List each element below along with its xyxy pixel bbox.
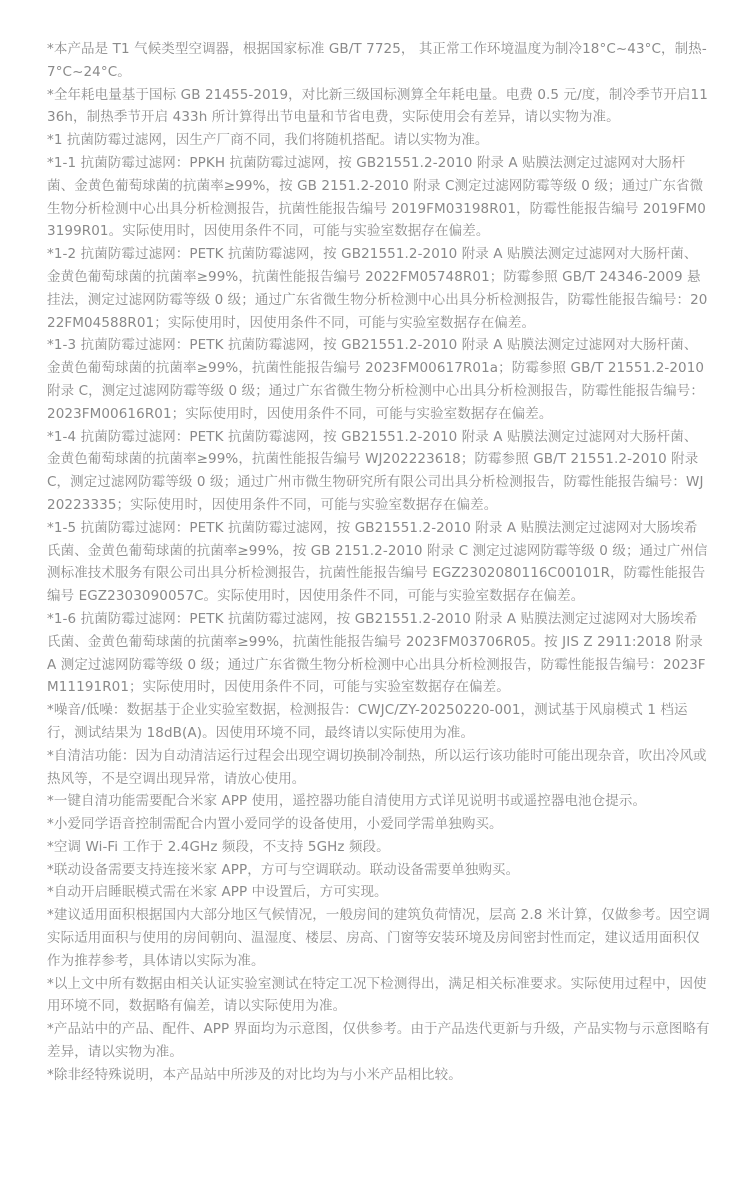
note-filter-1-4: *1-4 抗菌防霉过滤网：PETK 抗菌防霉滤网，按 GB21551.2-2010 附录 A 贴膜法测定过滤网对大肠杆菌、金黄色葡萄球菌的抗菌率≥99%，抗菌性能报告编号 WJ202223618；防霉参照 GB/T 21551.2-2010 附录 C，测定过滤网防霉等级 0 级；通过广州市微生物研究所有限公司出具分析检测报告，防霉性能报告编号：WJ20223335；实际使用时，因使用条件不同，可能与实验室数据存在偏差。 [47, 428, 704, 513]
note-area: *建议适用面积根据国内大部分地区气候情况，一般房间的建筑负荷情况，层高 2.8 米计算，仅做参考。因空调实际适用面积与使用的房间朝向、温湿度、楼层、房高、门窗等安装环境及房间密封性而定，建议适用面积仅作为推荐参考，具体请以实际为准。 [47, 907, 711, 969]
note-annual-power: *全年耗电量基于国标 GB 21455-2019，对比新三级国标测算全年耗电量。电费 0.5 元/度，制冷季节开启1136h，制热季节开启 433h 所计算得出节电量和节省电费，实际使用会有差异，请以实物为准。 [47, 86, 708, 126]
note-self-clean: *自清洁功能：因为自动清洁运行过程会出现空调切换制冷制热，所以运行该功能时可能出现杂音，吹出冷风或热风等，不是空调出现异常，请放心使用。 [47, 747, 707, 787]
note-filter-1-3: *1-3 抗菌防霉过滤网：PETK 抗菌防霉滤网，按 GB21551.2-2010 附录 A 贴膜法测定过滤网对大肠杆菌、金黄色葡萄球菌的抗菌率≥99%，抗菌性能报告编号 2023FM00617R01a；防霉参照 GB/T 21551.2-2010 附录 C，测定过滤网防霉等级 0 级；通过广东省微生物分析检测中心出具分析检测报告，防霉性能报告编号：2023FM00616R01；实际使用时，因使用条件不同，可能与实验室数据存在偏差。 [47, 337, 705, 422]
note-filter-1-1: *1-1 抗菌防霉过滤网：PPKH 抗菌防霉过滤网，按 GB21551.2-2010 附录 A 贴膜法测定过滤网对大肠杆菌、金黄色葡萄球菌的抗菌率≥99%，按 GB 2151.2-2010 附录 C测定过滤网防霉等级 0 级；通过广东省微生物分析检测中心出具分析检测报告，抗菌性能报告编号 2019FM03198R01，防霉性能报告编号 2019FM03199R01。实际使用时，因使用条件不同，可能与实验室数据存在偏差。 [47, 154, 706, 240]
note-filter-general: *1 抗菌防霉过滤网，因生产厂商不同，我们将随机搭配。请以实物为准。 [47, 132, 489, 149]
note-one-key-clean: *一键自清功能需要配合米家 APP 使用，遥控器功能自清使用方式详见说明书或遥控器电池仓提示。 [47, 793, 647, 810]
note-noise: *噪音/低噪：数据基于企业实验室数据，检测报告：CWJC/ZY-20250220-001，测试基于风扇模式 1 档运行，测试结果为 18dB(A)。因使用环境不同，最终请以实际使用为准。 [47, 702, 688, 741]
note-illustration: *产品站中的产品、配件、APP 界面均为示意图，仅供参考。由于产品迭代更新与升级，产品实物与示意图略有差异，请以实物为准。 [47, 1021, 710, 1061]
note-test-data: *以上文中所有数据由相关认证实验室测试在特定工况下检测得出，满足相关标准要求。实际使用过程中，因使用环境不同，数据略有偏差，请以实际使用为准。 [47, 975, 707, 1015]
note-filter-1-5: *1-5 抗菌防霉过滤网：PETK 抗菌防霉过滤网，按 GB21551.2-2010 附录 A 贴膜法测定过滤网对大肠埃希氏菌、金黄色葡萄球菌的抗菌率≥99%，按 GB 2151.2-2010 附录 C 测定过滤网防霉等级 0 级；通过广州信测标准技术服务有限公司出具分析检测报告，抗菌性能报告编号 EGZ2302080116C00101R，防霉性能报告编号 EGZ2303090057C。实际使用时，因使用条件不同，可能与实验室数据存在偏差。 [47, 519, 708, 605]
note-sleep-mode: *自动开启睡眠模式需在米家 APP 中设置后，方可实现。 [47, 884, 388, 901]
note-filter-1-2: *1-2 抗菌防霉过滤网：PETK 抗菌防霉滤网，按 GB21551.2-2010 附录 A 贴膜法测定过滤网对大肠杆菌、金黄色葡萄球菌的抗菌率≥99%，抗菌性能报告编号 2022FM05748R01；防霉参照 GB/T 24346-2009 悬挂法，测定过滤网防霉等级 0 级；通过广东省微生物分析检测中心出具分析检测报告，防霉性能报告编号：2022FM04588R01；实际使用时，因使用条件不同，可能与实验室数据存在偏差。 [47, 246, 708, 331]
note-wifi: *空调 Wi-Fi 工作于 2.4GHz 频段，不支持 5GHz 频段。 [47, 838, 390, 855]
note-comparison: *除非经特殊说明，本产品站中所涉及的对比均为与小米产品相比较。 [47, 1066, 462, 1083]
note-climate-type: *本产品是 T1 气候类型空调器，根据国家标准 GB/T 7725， 其正常工作环境温度为制冷18°C~43°C，制热-7°C~24°C。 [47, 41, 707, 80]
note-voice-control: *小爱同学语音控制需配合内置小爱同学的设备使用，小爱同学需单独购买。 [47, 816, 503, 833]
note-linkage: *联动设备需要支持连接米家 APP，方可与空调联动。联动设备需要单独购买。 [47, 861, 520, 878]
note-filter-1-6: *1-6 抗菌防霉过滤网：PETK 抗菌防霉过滤网，按 GB21551.2-2010 附录 A 贴膜法测定过滤网对大肠埃希氏菌、金黄色葡萄球菌的抗菌率≥99%，抗菌性能报告编号 2023FM03706R05。按 JIS Z 2911:2018 附录 A 测定过滤网防霉等级 0 级；通过广东省微生物分析检测中心出具分析检测报告，防霉性能报告编号：2023FM11191R01；实际使用时，因使用条件不同，可能与实验室数据存在偏差。 [47, 610, 706, 696]
